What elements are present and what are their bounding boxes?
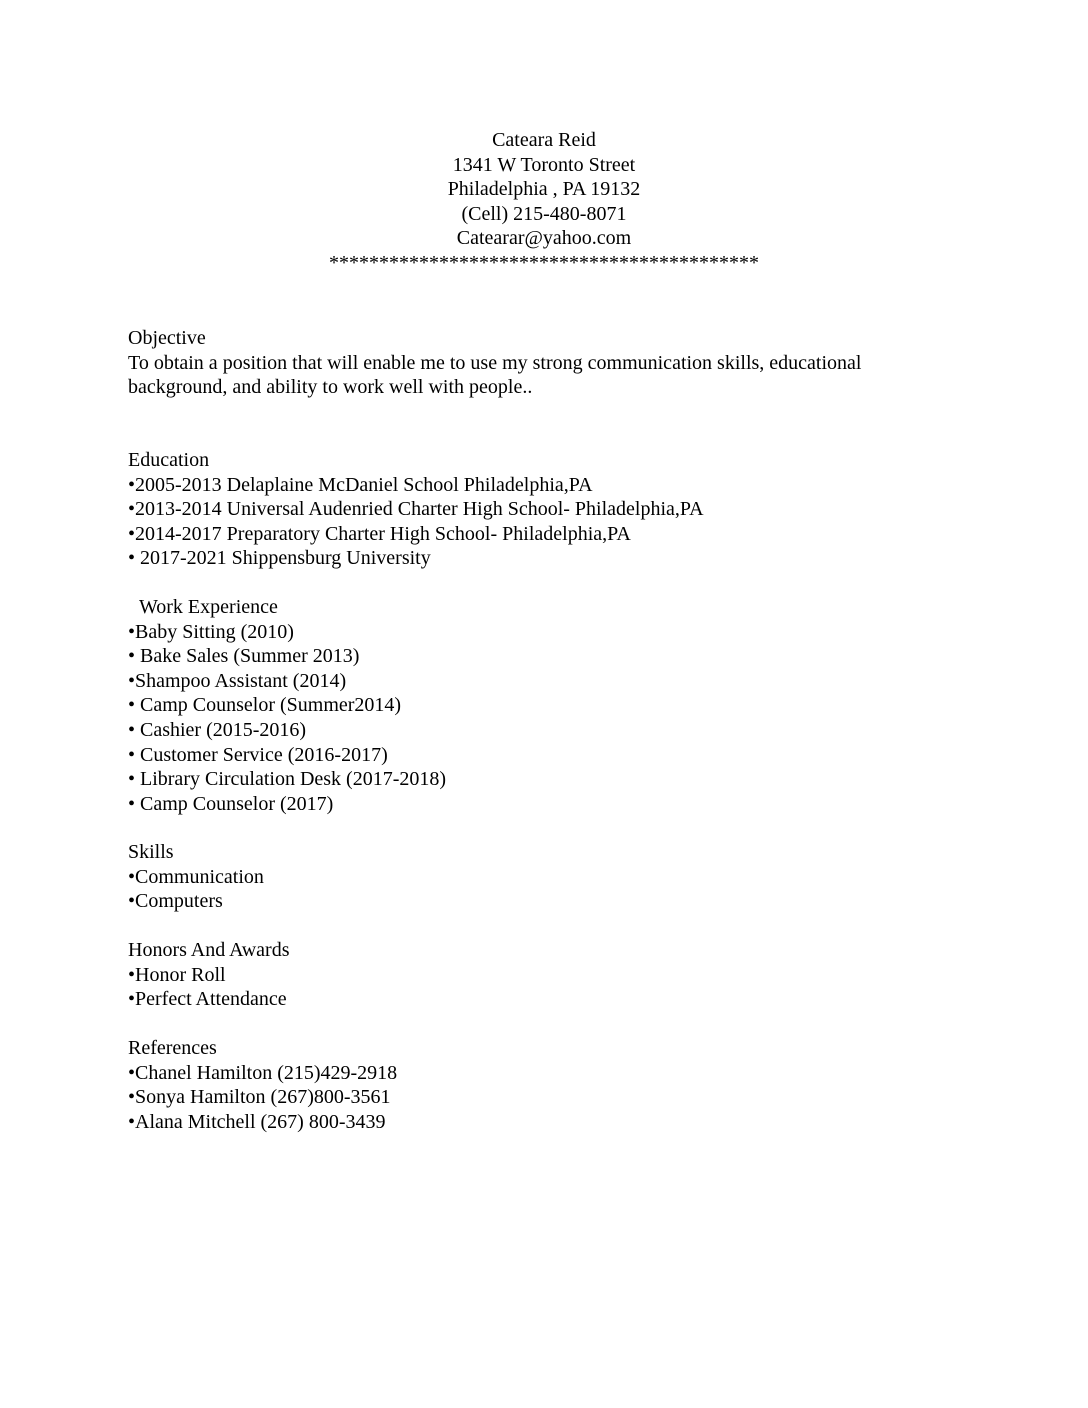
phone-number: (Cell) 215-480-8071 xyxy=(461,202,627,225)
honor-item: •Perfect Attendance xyxy=(128,988,287,1011)
work-item: • Camp Counselor (2017) xyxy=(128,792,334,815)
education-item: • 2017-2021 Shippensburg University xyxy=(128,547,431,570)
work-item: • Library Circulation Desk (2017-2018) xyxy=(128,768,447,791)
work-item: • Customer Service (2016-2017) xyxy=(128,743,388,766)
work-experience-heading: Work Experience xyxy=(139,596,278,618)
objective-text: To obtain a position that will enable me to use my strong communication skills, educational background, and ability to work well with people.. xyxy=(128,351,862,399)
skills-heading: Skills xyxy=(128,841,174,863)
reference-item: •Sonya Hamilton (267)800-3561 xyxy=(128,1086,391,1109)
objective-section xyxy=(128,326,928,400)
applicant-name: Cateara Reid xyxy=(492,129,596,151)
education-item: •2014-2017 Preparatory Charter High School- Philadelphia,PA xyxy=(128,522,631,545)
skills-section xyxy=(128,840,928,914)
work-item: • Camp Counselor (Summer2014) xyxy=(128,694,402,717)
work-experience-section xyxy=(128,595,928,816)
education-item: •2005-2013 Delaplaine McDaniel School Philadelphia,PA xyxy=(128,473,593,496)
contact-header xyxy=(0,128,1088,276)
honors-section xyxy=(128,938,928,1012)
skill-item: •Computers xyxy=(128,890,223,913)
city-state-zip: Philadelphia , PA 19132 xyxy=(447,178,641,201)
skill-item: •Communication xyxy=(128,865,264,888)
references-section xyxy=(128,1036,928,1134)
header-divider: ******************************************* xyxy=(329,251,759,274)
work-item: •Baby Sitting (2010) xyxy=(128,620,294,643)
work-item: •Shampoo Assistant (2014) xyxy=(128,669,347,692)
education-section xyxy=(128,448,928,571)
honors-heading: Honors And Awards xyxy=(128,939,290,961)
objective-heading: Objective xyxy=(128,327,206,349)
honor-item: •Honor Roll xyxy=(128,963,226,986)
reference-item: •Alana Mitchell (267) 800-3439 xyxy=(128,1110,386,1133)
street-address: 1341 W Toronto Street xyxy=(452,153,636,176)
education-item: •2013-2014 Universal Audenried Charter High School- Philadelphia,PA xyxy=(128,498,704,521)
education-heading: Education xyxy=(128,449,210,471)
email-address: Catearar@yahoo.com xyxy=(456,227,632,250)
work-item: • Bake Sales (Summer 2013) xyxy=(128,645,360,668)
reference-item: •Chanel Hamilton (215)429-2918 xyxy=(128,1061,398,1084)
references-heading: References xyxy=(128,1037,217,1059)
work-item: • Cashier (2015-2016) xyxy=(128,718,307,741)
